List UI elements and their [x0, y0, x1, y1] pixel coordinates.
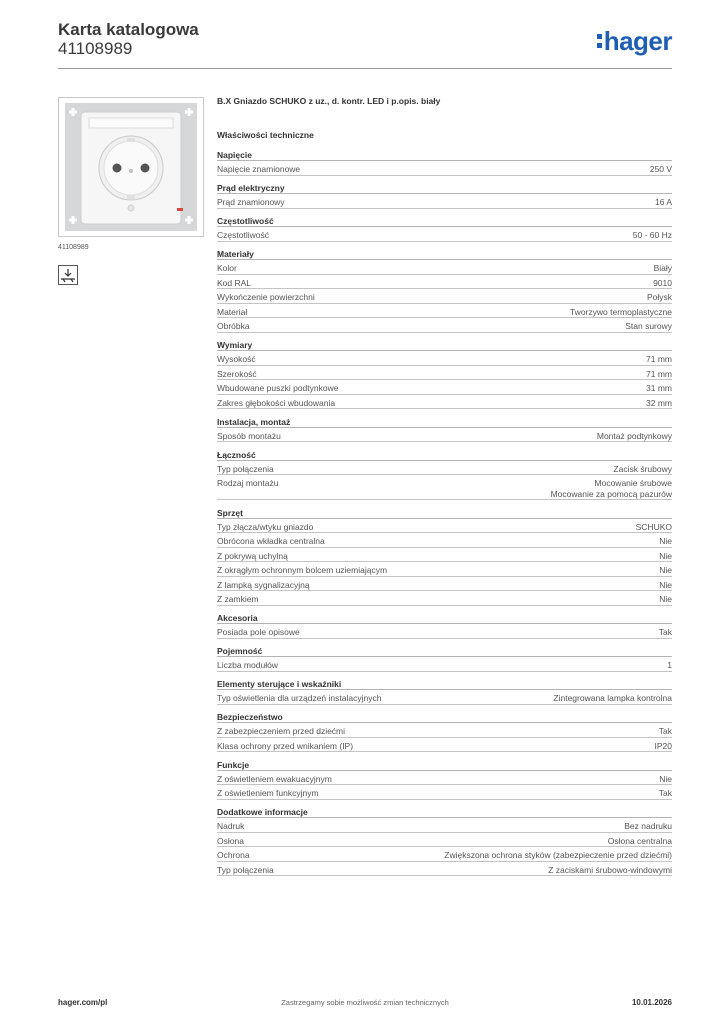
spec-row: [217, 289, 672, 304]
spec-row: [217, 533, 672, 548]
spec-value-line: Nie: [659, 773, 672, 784]
spec-label: Z oświetleniem funkcyjnym: [217, 788, 319, 798]
spec-row: [217, 771, 672, 786]
spec-row: [217, 818, 672, 833]
spec-value: [597, 431, 672, 442]
spec-value-line: Zwiększona ochrona styków (zabezpieczenie przed dziećmi): [444, 850, 672, 860]
spec-value: [659, 774, 672, 785]
spec-value: [444, 850, 672, 861]
spec-label: Zakres głębokości wbudowania: [217, 397, 336, 408]
spec-value-line: Tak: [658, 726, 672, 736]
spec-row: [217, 690, 672, 705]
spec-value: [659, 565, 672, 576]
spec-value-line: 1: [667, 660, 672, 670]
spec-value-line: Nie: [659, 565, 672, 575]
spec-value-line: IP20: [654, 740, 672, 751]
spec-label: Szerokość: [217, 368, 257, 379]
spec-label: Z pokrywą uchylną: [217, 550, 288, 561]
spec-label: Klasa ochrony przed wnikaniem (IP): [217, 740, 354, 751]
spec-label: Typ złącza/wtyku gniazdo: [217, 521, 314, 532]
spec-label: Wykończenie powierzchni: [217, 292, 315, 302]
spec-label: Typ oświetlenia dla urządzeń instalacyjnych: [217, 693, 382, 703]
spec-label: Prąd znamionowy: [217, 197, 285, 207]
spec-label: Typ połączenia: [217, 864, 274, 875]
spec-value: [653, 278, 672, 289]
spec-value: [636, 522, 672, 533]
spec-label: Z oświetleniem ewakuacyjnym: [217, 773, 332, 784]
spec-value-line: 50 - 60 Hz: [632, 230, 672, 240]
spec-value: [667, 660, 672, 671]
spec-value: [654, 263, 672, 274]
spec-label: Z okrągłym ochronnym bolcem uziemiającym: [217, 565, 388, 575]
logo-text: hager: [603, 26, 672, 56]
group-title: Wymiary: [217, 340, 672, 351]
spec-row: [217, 227, 672, 242]
flush-mount-icon: [58, 265, 78, 285]
spec-row: [217, 862, 672, 877]
spec-value: [553, 693, 672, 704]
spec-value-line: Zintegrowana lampka kontrolna: [553, 693, 672, 703]
spec-label: Wysokość: [217, 354, 256, 364]
spec-value-line: Tak: [658, 788, 672, 798]
spec-row: [217, 624, 672, 639]
spec-row: [217, 395, 672, 410]
spec-value-line: Nie: [659, 536, 672, 546]
spec-row: [217, 380, 672, 395]
spec-label: Z zamkiem: [217, 594, 259, 604]
properties-title: Właściwości techniczne: [217, 130, 314, 140]
spec-value-line: Nie: [659, 594, 672, 604]
spec-value: [650, 164, 672, 175]
group-title: Prąd elektryczny: [217, 183, 672, 194]
spec-value-line: Montaż podtynkowy: [596, 430, 672, 441]
spec-value: [646, 383, 672, 394]
spec-value: [659, 788, 672, 799]
spec-value: [633, 230, 672, 241]
spec-label: Sposób montażu: [217, 430, 281, 441]
spec-value-line: Zacisk śrubowy: [613, 463, 672, 474]
spec-value: [659, 627, 672, 638]
footer-site: hager.com/pl: [58, 998, 108, 1007]
spec-label: Materiał: [217, 306, 248, 317]
group-title: Instalacja, montaż: [217, 417, 672, 428]
group-title: Bezpieczeństwo: [217, 712, 672, 723]
group-title: Częstotliwość: [217, 216, 672, 227]
group-title: Funkcje: [217, 760, 672, 771]
group-title: Materiały: [217, 249, 672, 260]
header-divider: [58, 68, 672, 69]
spec-label: Ochrona: [217, 850, 250, 860]
spec-row: [217, 548, 672, 563]
spec-row: [217, 657, 672, 672]
doc-number: 41108989: [58, 39, 133, 58]
spec-value-line: Stan surowy: [625, 321, 672, 331]
spec-row: [217, 366, 672, 381]
spec-row: [217, 562, 672, 577]
spec-row: [217, 723, 672, 738]
spec-value-line: 250 V: [649, 164, 672, 174]
spec-value-line: 9010: [653, 277, 672, 288]
spec-value: [659, 580, 672, 591]
spec-value-line: Nie: [659, 579, 672, 590]
spec-label: Typ połączenia: [217, 463, 274, 474]
spec-row: [217, 351, 672, 366]
spec-value-line: Połysk: [646, 292, 672, 302]
spec-label: Z zabezpieczeniem przed dziećmi: [217, 726, 346, 736]
spec-value: [659, 536, 672, 547]
spec-value-line: Nie: [659, 550, 672, 561]
spec-value: [646, 369, 672, 380]
footer-date: 10.01.2026: [631, 998, 672, 1007]
spec-label: Liczba modułów: [217, 660, 278, 670]
spec-value: [646, 398, 672, 409]
logo-dots-icon: [597, 34, 602, 52]
spec-value: [608, 836, 672, 847]
spec-value-line: 31 mm: [646, 383, 672, 393]
spec-value: [624, 821, 672, 832]
spec-label: Obróbka: [217, 321, 250, 331]
image-code: 41108989: [58, 244, 89, 251]
spec-value: [646, 354, 672, 365]
group-title: Pojemność: [217, 646, 672, 657]
group-title: Akcesoria: [217, 613, 672, 624]
page-footer: [58, 994, 672, 1010]
spec-label: Rodzaj montażu: [217, 478, 279, 488]
spec-label: Osłona: [217, 835, 244, 846]
spec-label: Nadruk: [217, 821, 245, 831]
spec-label: Z lampką sygnalizacyjną: [217, 579, 310, 590]
spec-value-line: 71 mm: [646, 368, 672, 379]
group-title: Napięcie: [217, 150, 672, 161]
spec-value-line: 32 mm: [646, 397, 672, 408]
product-image: [58, 97, 204, 237]
spec-value: [647, 292, 672, 303]
group-title: Elementy sterujące i wskaźniki: [217, 679, 672, 690]
group-title: Sprzęt: [217, 508, 672, 519]
spec-value-line: Mocowanie za pomocą pazurów: [550, 488, 672, 499]
spec-row: [217, 577, 672, 592]
spec-value-line: Bez nadruku: [624, 821, 672, 831]
spec-row: [217, 738, 672, 753]
spec-value-line: 71 mm: [646, 354, 672, 364]
spec-value-line: Tworzywo termoplastyczne: [569, 306, 672, 317]
hager-logo: [597, 26, 672, 57]
spec-value-line: Biały: [653, 263, 672, 273]
spec-label: Częstotliwość: [217, 230, 269, 240]
spec-row: [217, 475, 672, 500]
spec-row: [217, 591, 672, 606]
spec-row: [217, 785, 672, 800]
spec-label: Kolor: [217, 263, 237, 273]
doc-title: Karta katalogowa: [58, 20, 199, 39]
spec-value-line: SCHUKO: [635, 521, 672, 532]
spec-row: [217, 161, 672, 176]
group-title: Dodatkowe informacje: [217, 807, 672, 818]
spec-label: Napięcie znamionowe: [217, 164, 301, 174]
spec-value: [659, 726, 672, 737]
spec-value: [548, 865, 672, 876]
spec-row: [217, 519, 672, 534]
page-header: [58, 20, 672, 70]
spec-row: [217, 194, 672, 209]
spec-groups: [217, 150, 672, 876]
spec-value-line: Mocowanie śrubowe: [594, 478, 672, 488]
spec-value: [659, 551, 672, 562]
spec-value-line: Z zaciskami śrubowo-windowymi: [548, 864, 672, 875]
spec-value: [570, 307, 672, 318]
spec-row: [217, 304, 672, 319]
spec-label: Kod RAL: [217, 277, 252, 288]
spec-value: [551, 478, 672, 499]
socket-illustration: [59, 98, 203, 236]
spec-label: Wbudowane puszki podtynkowe: [217, 383, 339, 393]
spec-label: Posiada pole opisowe: [217, 627, 300, 637]
spec-row: [217, 833, 672, 848]
spec-content: [217, 96, 672, 876]
spec-value: [655, 197, 672, 208]
spec-row: [217, 461, 672, 476]
spec-row: [217, 428, 672, 443]
spec-label: Obrócona wkładka centralna: [217, 536, 325, 546]
spec-value-line: Tak: [658, 627, 672, 637]
spec-value-line: 16 A: [654, 197, 672, 207]
footer-note: Zastrzegamy sobie możliwość zmian technicznych: [281, 998, 449, 1007]
spec-value: [659, 594, 672, 605]
spec-row: [217, 318, 672, 333]
spec-row: [217, 260, 672, 275]
spec-row: [217, 847, 672, 862]
product-name: B.X Gniazdo SCHUKO z uz., d. kontr. LED i p.opis. biały: [217, 96, 441, 106]
spec-value: [613, 464, 672, 475]
spec-row: [217, 275, 672, 290]
spec-value-line: Osłona centralna: [607, 835, 672, 846]
spec-value: [655, 741, 673, 752]
group-title: Łączność: [217, 450, 672, 461]
spec-value: [625, 321, 672, 332]
